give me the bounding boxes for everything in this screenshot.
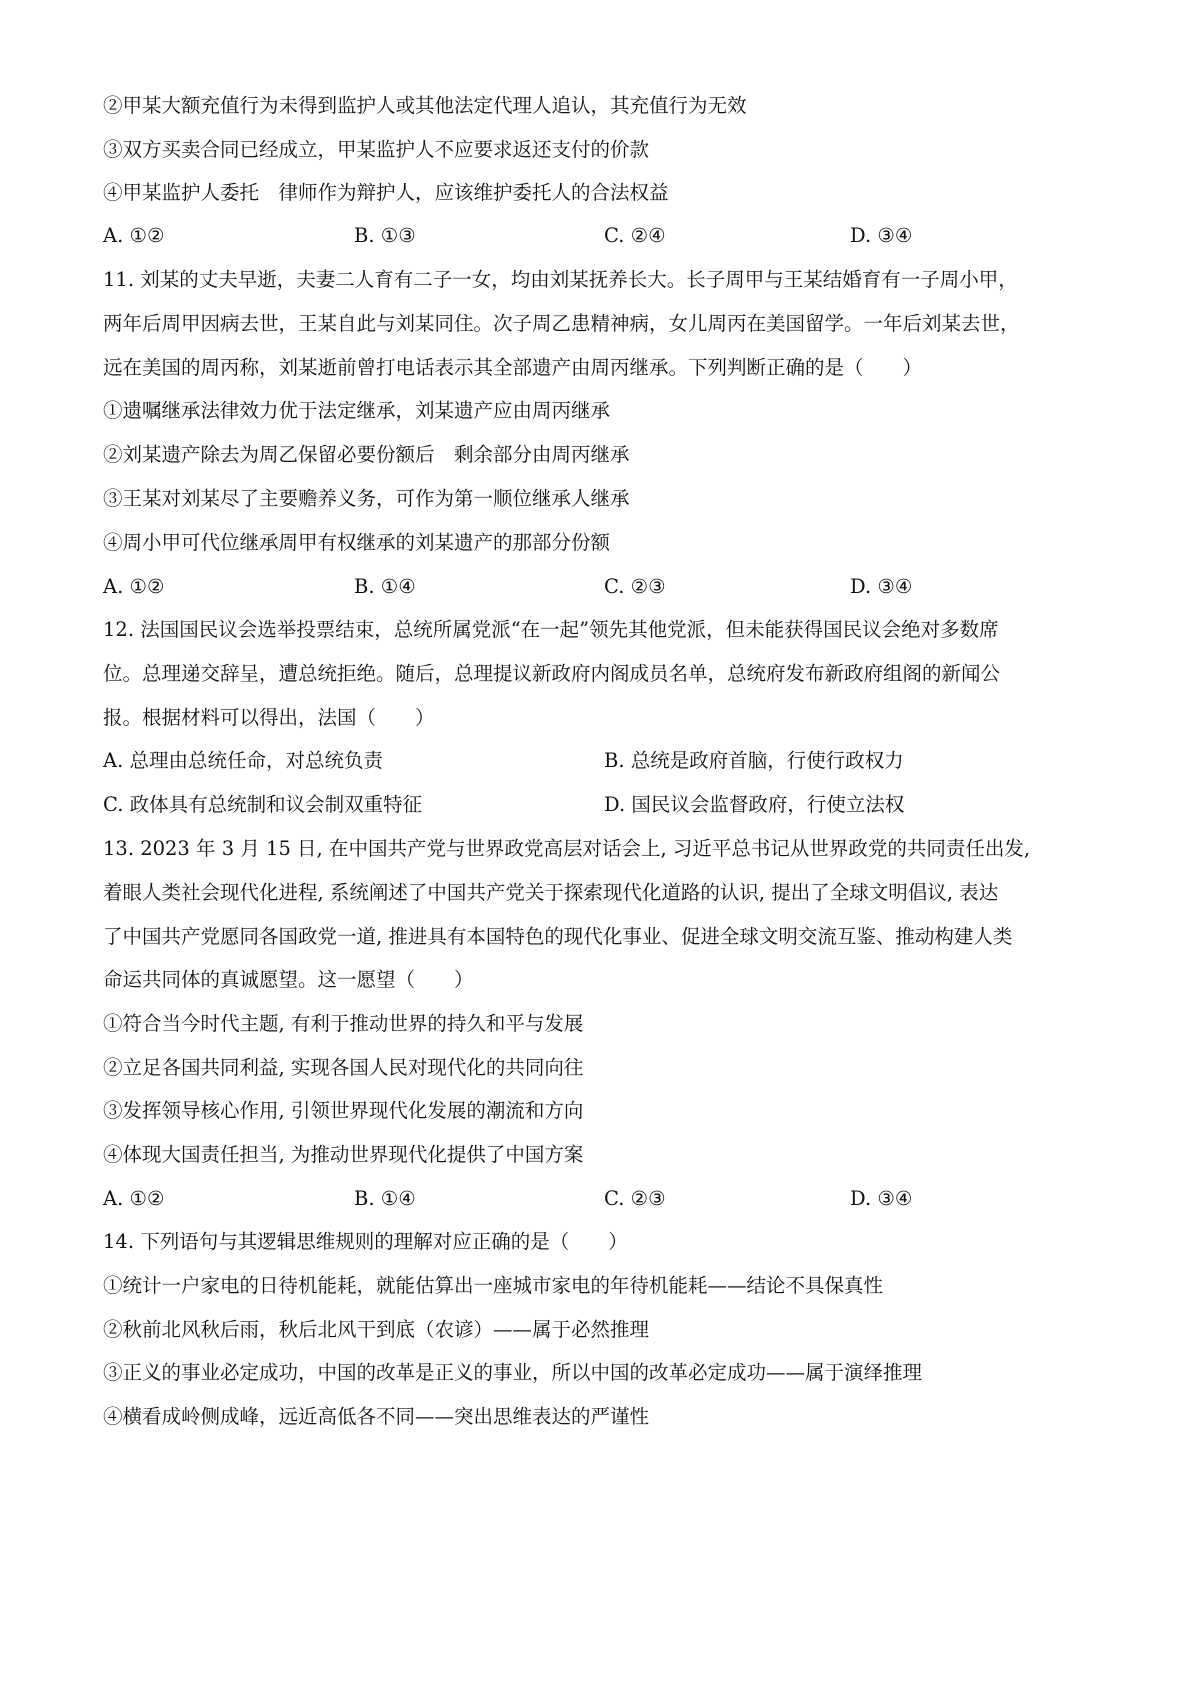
q13-stem-line-4: 命运共同体的真诚愿望。这一愿望（ ）: [103, 968, 474, 991]
q12-stem-line-2: 位。总理递交辞呈，遭总统拒绝。随后，总理提议新政府内阁成员名单，总统府发布新政府组阁的新闻公: [103, 662, 1001, 685]
q11-stem-line-2: 两年后周甲因病去世，王某自此与刘某同住。次子周乙患精神病，女儿周丙在美国留学。一年后刘某去世，: [103, 312, 1020, 335]
q13-stem-line-1: 13. 2023 年 3 月 15 日, 在中国共产党与世界政党高层对话会上, 习近平总书记从世界政党的共同责任出发,: [103, 837, 1031, 860]
q13-statement-4: ④体现大国责任担当, 为推动世界现代化提供了中国方案: [103, 1143, 584, 1166]
q13-stem-line-2: 着眼人类社会现代化进程, 系统阐述了中国共产党关于探索现代化道路的认识, 提出了全球文明倡议, 表达: [103, 881, 999, 904]
q14-stem-line-1: 14. 下列语句与其逻辑思维规则的理解对应正确的是（ ）: [103, 1230, 628, 1253]
q12-stem-line-1: 12. 法国国民议会选举投票结束，总统所属党派“在一起”领先其他党派，但未能获得国民议会绝对多数席: [103, 618, 999, 641]
q10-option-c: C. ②④: [604, 224, 666, 247]
q14-statement-4: ④横看成岭侧成峰，远近高低各不同——突出思维表达的严谨性: [103, 1405, 650, 1428]
q13-statement-2: ②立足各国共同利益, 实现各国人民对现代化的共同向往: [103, 1056, 584, 1079]
q11-statement-4: ④周小甲可代位继承周甲有权继承的刘某遗产的那部分份额: [103, 531, 611, 554]
q13-option-c: C. ②③: [604, 1187, 666, 1210]
q14-statement-3: ③正义的事业必定成功，中国的改革是正义的事业，所以中国的改革必定成功——属于演绎推理: [103, 1361, 923, 1384]
q12-stem-line-3: 报。根据材料可以得出，法国（ ）: [103, 706, 435, 729]
q12-option-d: D. 国民议会监督政府，行使立法权: [604, 793, 905, 816]
q11-stem-line-1: 11. 刘某的丈夫早逝，夫妻二人育有二子一女，均由刘某抚养长大。长子周甲与王某结婚育有一子周小甲，: [103, 268, 1018, 291]
q11-statement-2: ②刘某遗产除去为周乙保留必要份额后 剩余部分由周丙继承: [103, 443, 630, 466]
q10-statement-3: ③双方买卖合同已经成立，甲某监护人不应要求返还支付的价款: [103, 138, 650, 161]
q10-option-a: A. ①②: [103, 224, 165, 247]
q12-option-a: A. 总理由总统任命，对总统负责: [103, 749, 383, 772]
q10-option-d: D. ③④: [850, 224, 913, 247]
q11-option-b: B. ①④: [354, 575, 416, 598]
q10-statement-2: ②甲某大额充值行为未得到监护人或其他法定代理人追认，其充值行为无效: [103, 94, 747, 117]
q13-option-a: A. ①②: [103, 1187, 165, 1210]
q12-option-c: C. 政体具有总统制和议会制双重特征: [103, 793, 423, 816]
q13-option-b: B. ①④: [354, 1187, 416, 1210]
q11-statement-1: ①遗嘱继承法律效力优于法定继承，刘某遗产应由周丙继承: [103, 399, 611, 422]
q14-statement-1: ①统计一户家电的日待机能耗，就能估算出一座城市家电的年待机能耗——结论不具保真性: [103, 1274, 884, 1297]
q12-option-b: B. 总统是政府首脑，行使行政权力: [604, 749, 904, 772]
q10-option-b: B. ①③: [354, 224, 416, 247]
q14-statement-2: ②秋前北风秋后雨，秋后北风干到底（农谚）——属于必然推理: [103, 1318, 650, 1341]
q11-stem-line-3: 远在美国的周丙称，刘某逝前曾打电话表示其全部遗产由周丙继承。下列判断正确的是（ ）: [103, 356, 923, 379]
q13-statement-1: ①符合当今时代主题, 有利于推动世界的持久和平与发展: [103, 1012, 584, 1035]
q13-stem-line-3: 了中国共产党愿同各国政党一道, 推进具有本国特色的现代化事业、促进全球文明交流互鉴、推动构建人类: [103, 925, 1013, 948]
q10-statement-4: ④甲某监护人委托 律师作为辩护人，应该维护委托人的合法权益: [103, 181, 669, 204]
q11-option-d: D. ③④: [850, 575, 913, 598]
q13-statement-3: ③发挥领导核心作用, 引领世界现代化发展的潮流和方向: [103, 1099, 584, 1122]
q11-statement-3: ③王某对刘某尽了主要赡养义务，可作为第一顺位继承人继承: [103, 487, 630, 510]
q13-option-d: D. ③④: [850, 1187, 913, 1210]
q11-option-a: A. ①②: [103, 575, 165, 598]
q11-option-c: C. ②③: [604, 575, 666, 598]
